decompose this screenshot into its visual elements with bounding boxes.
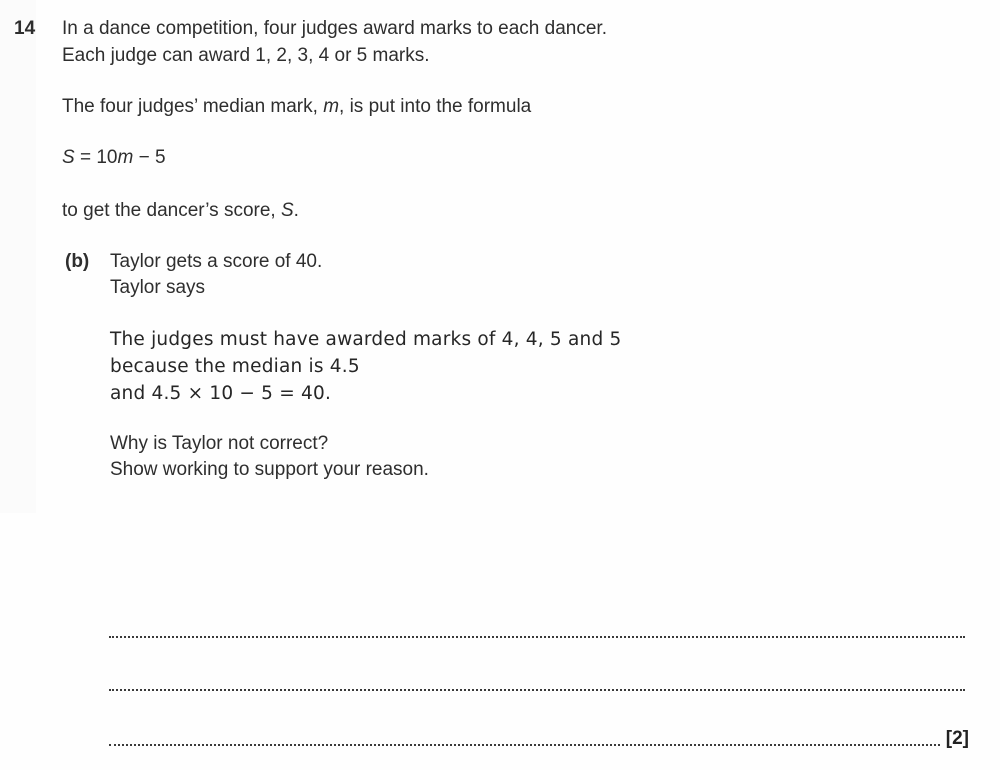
- question-intro: [62, 15, 607, 69]
- marks-badge: [2]: [945, 728, 969, 749]
- part-b-statement: [110, 249, 322, 301]
- part-b-line-1: Taylor gets a score of 40.: [110, 251, 323, 272]
- taylor-quote: [110, 326, 621, 407]
- scan-edge-shade: [0, 0, 36, 513]
- median-sentence-post: , is put into the formula: [339, 96, 532, 117]
- score-sentence-pre: to get the dancer’s score,: [62, 200, 281, 221]
- score-formula: [62, 144, 166, 171]
- score-sentence-post: .: [293, 200, 299, 221]
- score-sentence: [62, 197, 299, 224]
- median-sentence-pre: The four judges’ median mark,: [62, 96, 324, 117]
- quote-line-3: and 4.5 × 10 − 5 = 40.: [110, 383, 332, 404]
- prompt-line-1: Why is Taylor not correct?: [110, 433, 329, 454]
- median-sentence: [62, 93, 531, 120]
- quote-line-2: because the median is 4.5: [110, 356, 360, 377]
- variable-s: S: [280, 200, 294, 221]
- answer-line: [109, 744, 940, 746]
- answer-line: [109, 689, 965, 691]
- prompt-line-2: Show working to support your reason.: [110, 459, 429, 480]
- formula-variable-s: S: [62, 147, 75, 168]
- quote-line-1: The judges must have awarded marks of 4, 4, 5 and 5: [110, 329, 622, 350]
- question-number: 14: [14, 18, 36, 39]
- formula-minus-five: − 5: [133, 147, 166, 168]
- intro-line-1: In a dance competition, four judges award marks to each dancer.: [62, 18, 607, 39]
- answer-line-with-marks: [109, 728, 969, 750]
- part-b-label: (b): [65, 251, 90, 272]
- intro-line-2: Each judge can award 1, 2, 3, 4 or 5 marks.: [62, 45, 430, 66]
- answer-line: [109, 636, 965, 638]
- formula-variable-m: m: [117, 147, 134, 168]
- formula-equals-ten: = 10: [74, 147, 118, 168]
- part-b-line-2: Taylor says: [110, 277, 206, 298]
- task-prompt: [110, 431, 429, 483]
- variable-m: m: [323, 96, 340, 117]
